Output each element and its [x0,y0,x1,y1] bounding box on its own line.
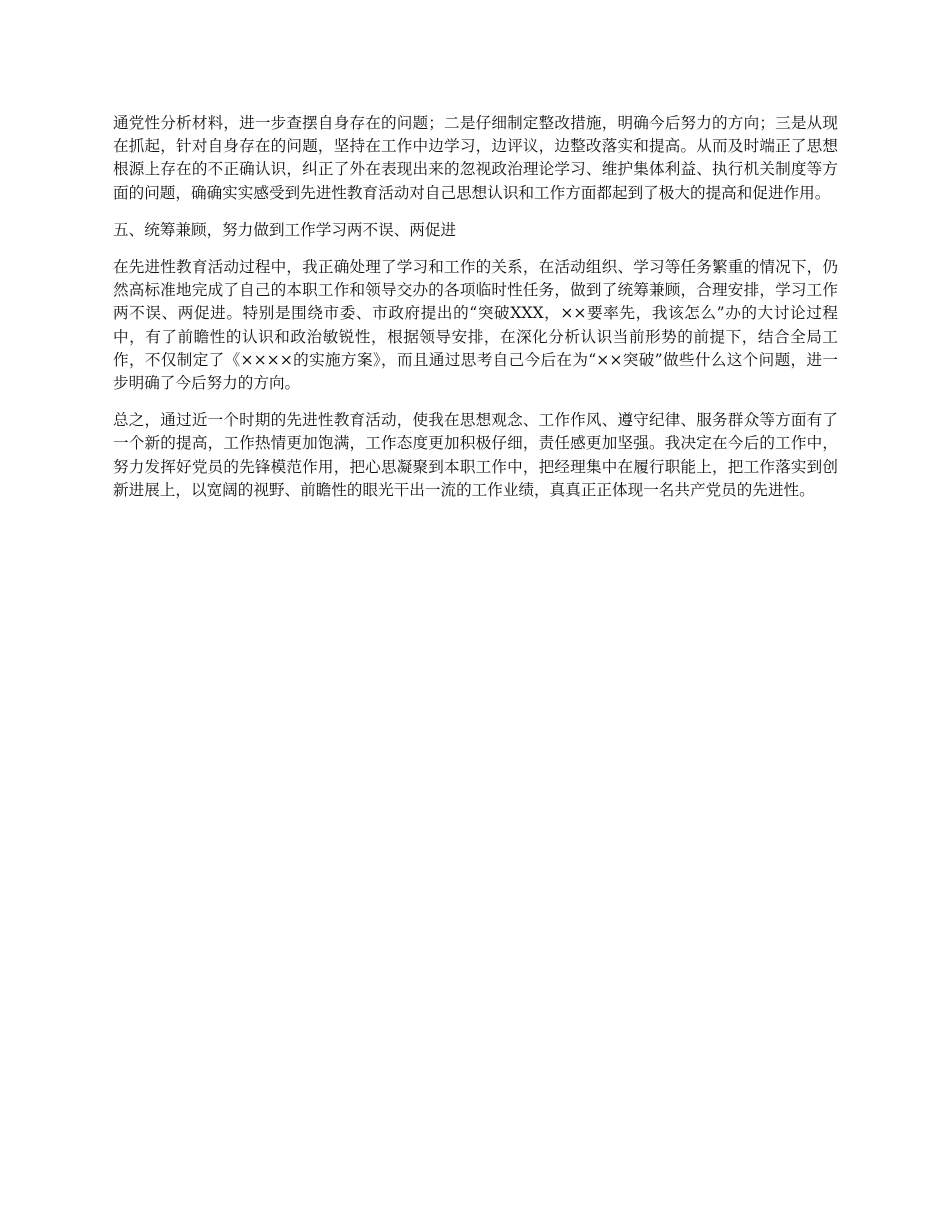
paragraph-continuation: 通党性分析材料，进一步查摆自身存在的问题；二是仔细制定整改措施，明确今后努力的方向；三是从现在抓起，针对自身存在的问题，坚持在工作中边学习，边评议，边整改落实和提高。从而及时端正了思想根源上存在的不正确认识，纠正了外在表现出来的忽视政治理论学习、维护集体利益、执行机关制度等方面的问题，确确实实感受到先进性教育活动对自己思想认识和工作方面都起到了极大的提高和促进作用。 [113,114,838,202]
paragraph-conclusion: 总之，通过近一个时期的先进性教育活动，使我在思想观念、工作作风、遵守纪律、服务群众等方面有了一个新的提高，工作热情更加饱满，工作态度更加积极仔细，责任感更加坚强。我决定在今后的工作中，努力发挥好党员的先锋模范作用，把心思凝聚到本职工作中，把经理集中在履行职能上，把工作落实到创新进展上，以宽阔的视野、前瞻性的眼光干出一流的工作业绩，真真正正体现一名共产党员的先进性。 [113,411,838,499]
section-heading: 五、统筹兼顾，努力做到工作学习两不误、两促进 [113,220,457,239]
paragraph-work-study: 在先进性教育活动过程中，我正确处理了学习和工作的关系，在活动组织、学习等任务繁重的情况下，仍然高标准地完成了自己的本职工作和领导交办的各项临时性任务，做到了统筹兼顾，合理安排，学习工作两不误、两促进。特别是围绕市委、市政府提出的“突破XXX，××要率先，我该怎么”办的大讨论过程中，有了前瞻性的认识和政治敏锐性，根据领导安排，在深化分析认识当前形势的前提下，结合全局工作，不仅制定了《××××的实施方案》，而且通过思考自己今后在为“××突破”做些什么这个问题，进一步明确了今后努力的方向。 [113,258,838,393]
